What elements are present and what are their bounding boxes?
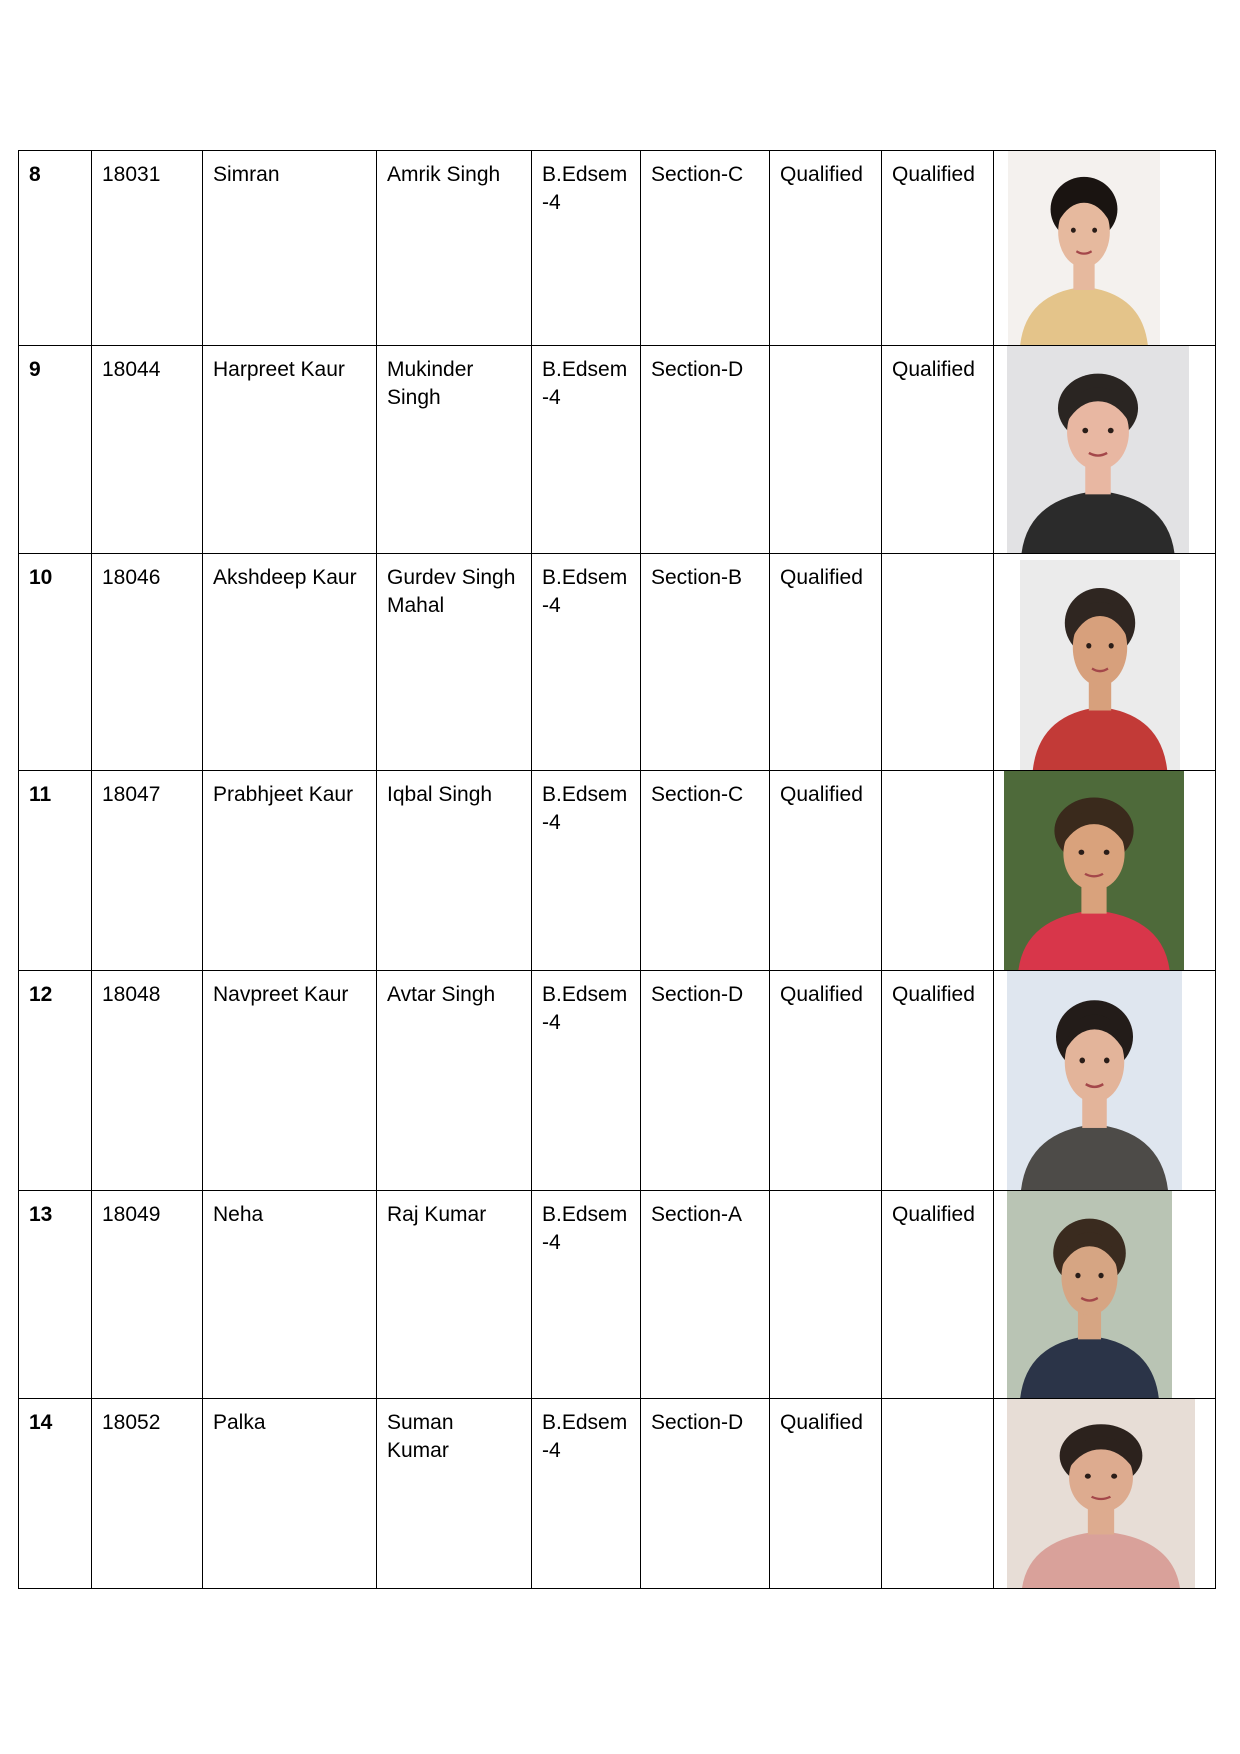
result-1: Qualified: [770, 151, 882, 346]
student-photo: [1020, 560, 1180, 770]
roll-number: 18047: [92, 771, 203, 971]
father-name: Iqbal Singh: [377, 771, 532, 971]
table-body: [19, 151, 1216, 1589]
father-name: Amrik Singh: [377, 151, 532, 346]
section: Section-D: [641, 971, 770, 1191]
roll-number: 18031: [92, 151, 203, 346]
result-2: [882, 1399, 994, 1589]
father-name: Avtar Singh: [377, 971, 532, 1191]
student-roster-table: [18, 150, 1216, 1589]
photo-cell: [994, 971, 1216, 1191]
result-2: Qualified: [882, 971, 994, 1191]
student-name: Prabhjeet Kaur: [203, 771, 377, 971]
result-1: Qualified: [770, 554, 882, 771]
student-name: Simran: [203, 151, 377, 346]
student-photo: [1007, 971, 1182, 1190]
course: B.Edsem-4: [532, 971, 641, 1191]
course: B.Edsem-4: [532, 1191, 641, 1399]
student-name: Akshdeep Kaur: [203, 554, 377, 771]
roll-number: 18048: [92, 971, 203, 1191]
photo-cell: [994, 1191, 1216, 1399]
student-name: Neha: [203, 1191, 377, 1399]
roll-number: 18044: [92, 346, 203, 554]
course: B.Edsem-4: [532, 346, 641, 554]
table-row: [19, 771, 1216, 971]
father-name: Mukinder Singh: [377, 346, 532, 554]
course: B.Edsem-4: [532, 771, 641, 971]
roll-number: 18046: [92, 554, 203, 771]
result-1: [770, 346, 882, 554]
student-photo: [1007, 1191, 1172, 1398]
student-photo: [1007, 1399, 1195, 1588]
course: B.Edsem-4: [532, 151, 641, 346]
father-name: Raj Kumar: [377, 1191, 532, 1399]
roll-number: 18049: [92, 1191, 203, 1399]
section: Section-C: [641, 771, 770, 971]
serial-number: 10: [19, 554, 92, 771]
result-2: Qualified: [882, 1191, 994, 1399]
section: Section-B: [641, 554, 770, 771]
result-2: Qualified: [882, 346, 994, 554]
result-2: Qualified: [882, 151, 994, 346]
section: Section-D: [641, 1399, 770, 1589]
student-photo: [1007, 346, 1189, 553]
photo-cell: [994, 1399, 1216, 1589]
result-1: Qualified: [770, 771, 882, 971]
serial-number: 9: [19, 346, 92, 554]
course: B.Edsem-4: [532, 554, 641, 771]
serial-number: 12: [19, 971, 92, 1191]
table-row: [19, 1399, 1216, 1589]
photo-cell: [994, 554, 1216, 771]
serial-number: 11: [19, 771, 92, 971]
serial-number: 8: [19, 151, 92, 346]
student-name: Navpreet Kaur: [203, 971, 377, 1191]
roll-number: 18052: [92, 1399, 203, 1589]
student-photo: [1008, 151, 1160, 345]
result-2: [882, 771, 994, 971]
serial-number: 14: [19, 1399, 92, 1589]
photo-cell: [994, 346, 1216, 554]
student-photo: [1004, 771, 1184, 970]
result-2: [882, 554, 994, 771]
photo-cell: [994, 151, 1216, 346]
student-name: Harpreet Kaur: [203, 346, 377, 554]
student-name: Palka: [203, 1399, 377, 1589]
photo-cell: [994, 771, 1216, 971]
table-row: [19, 346, 1216, 554]
section: Section-C: [641, 151, 770, 346]
table-row: [19, 554, 1216, 771]
table-row: [19, 1191, 1216, 1399]
course: B.Edsem-4: [532, 1399, 641, 1589]
father-name: Suman Kumar: [377, 1399, 532, 1589]
section: Section-D: [641, 346, 770, 554]
result-1: Qualified: [770, 1399, 882, 1589]
section: Section-A: [641, 1191, 770, 1399]
table-row: [19, 971, 1216, 1191]
result-1: Qualified: [770, 971, 882, 1191]
result-1: [770, 1191, 882, 1399]
table-row: [19, 151, 1216, 346]
serial-number: 13: [19, 1191, 92, 1399]
father-name: Gurdev Singh Mahal: [377, 554, 532, 771]
